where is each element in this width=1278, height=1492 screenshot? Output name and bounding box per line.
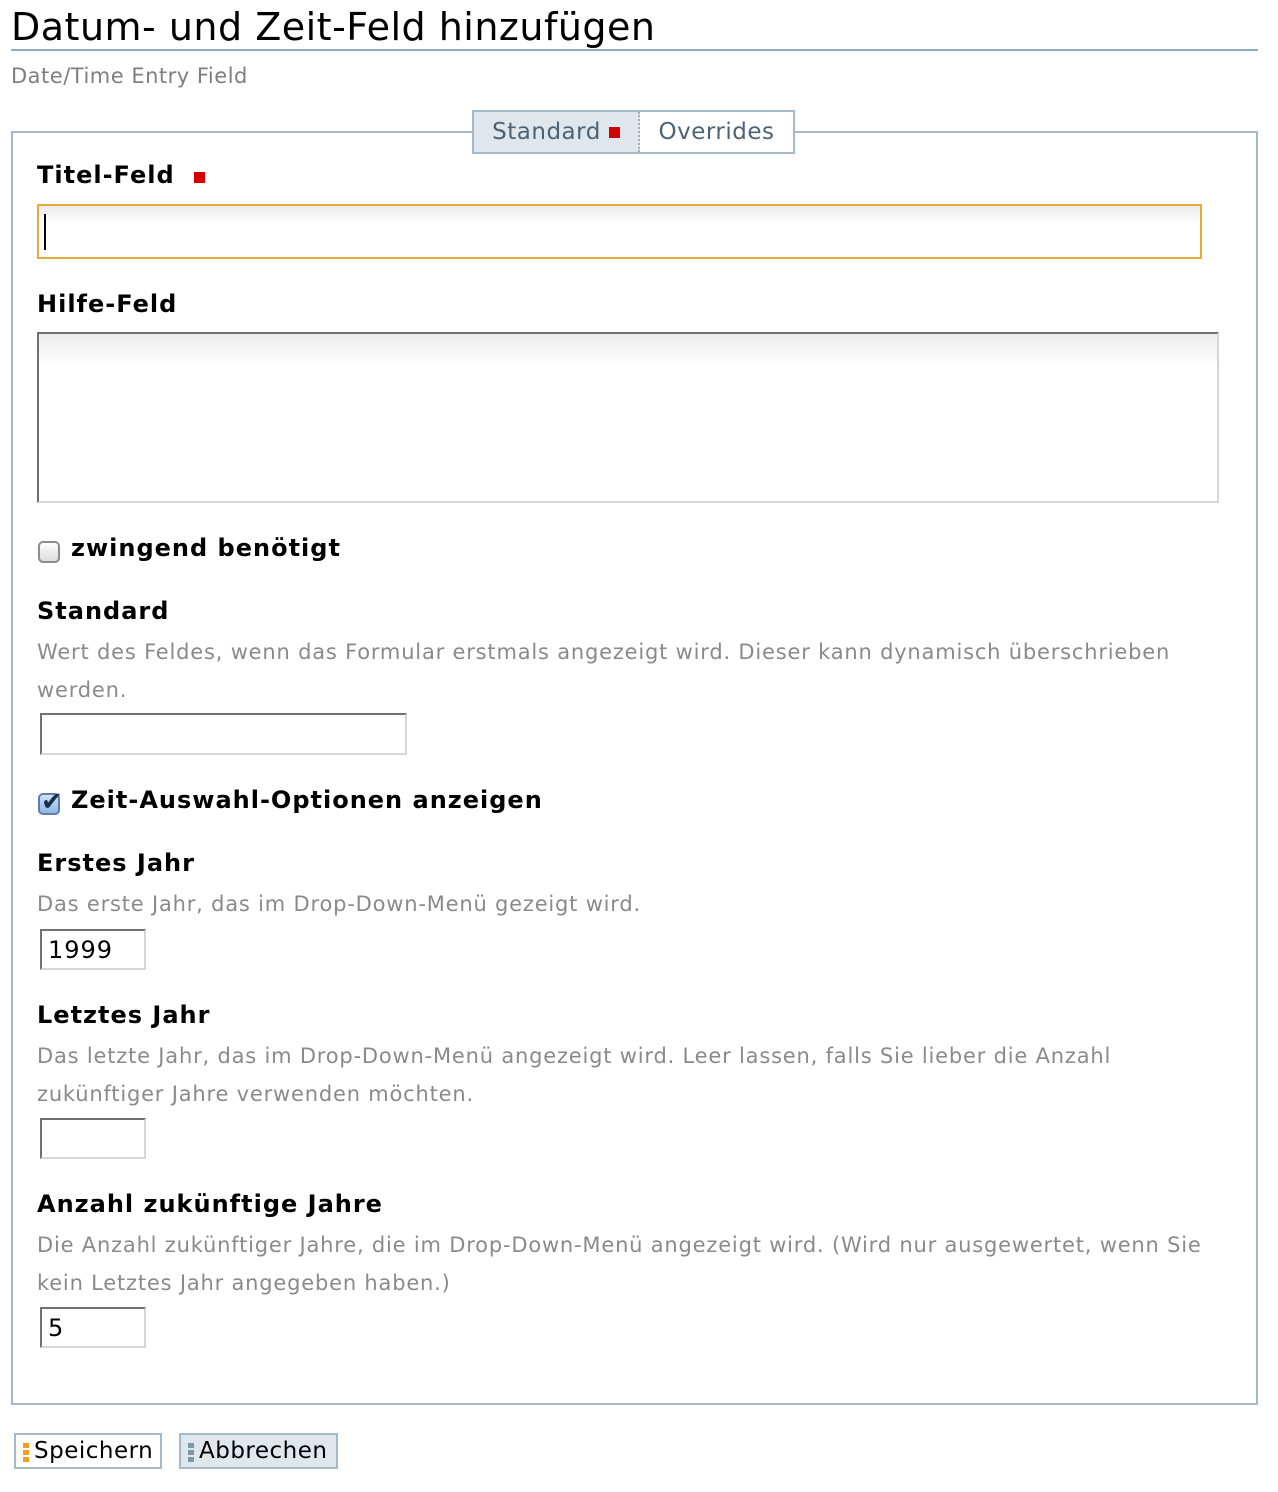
- last-year-label: Letztes Jahr: [37, 1001, 211, 1029]
- save-bullet-icon: [23, 1443, 29, 1461]
- last-year-help: Das letzte Jahr, das im Drop-Down-Menü angezeigt wird. Leer lassen, falls Sie lieber die Anzahl zukünftiger Jahre verwenden möchten.: [37, 1044, 1112, 1106]
- tab-bar: [472, 110, 795, 154]
- tab-overrides[interactable]: [640, 112, 793, 152]
- tab-standard[interactable]: [474, 112, 640, 152]
- page-title: Datum- und Zeit-Feld hinzufügen: [11, 5, 656, 49]
- future-years-help: Die Anzahl zukünftiger Jahre, die im Drop-Down-Menü angezeigt wird. (Wird nur ausgewertet, wenn Sie kein Letztes Jahr angegeben haben.): [37, 1233, 1202, 1295]
- required-checkbox-label[interactable]: zwingend benötigt: [71, 534, 341, 562]
- last-year-input[interactable]: [40, 1118, 146, 1159]
- show-time-checkbox-label[interactable]: Zeit-Auswahl-Optionen anzeigen: [71, 786, 543, 814]
- default-value-input[interactable]: [40, 713, 407, 755]
- first-year-input[interactable]: [40, 929, 146, 970]
- title-divider: [11, 49, 1258, 51]
- cancel-bullet-icon: [188, 1443, 194, 1461]
- first-year-help: Das erste Jahr, das im Drop-Down-Menü gezeigt wird.: [37, 892, 641, 916]
- default-field-help: Wert des Feldes, wenn das Formular erstmals angezeigt wird. Dieser kann dynamisch überschrieben werden.: [37, 640, 1171, 702]
- cancel-button-label: Abbrechen: [199, 1438, 328, 1464]
- help-textarea[interactable]: [37, 332, 1219, 503]
- checkmark-icon: ✔: [41, 787, 63, 817]
- title-input[interactable]: [37, 204, 1202, 259]
- text-caret: [44, 214, 46, 250]
- cancel-button[interactable]: [179, 1433, 338, 1469]
- tab-standard-label: Standard: [492, 119, 601, 145]
- required-checkbox[interactable]: [38, 541, 60, 563]
- required-marker-icon: [609, 127, 620, 138]
- save-button-label: Speichern: [34, 1438, 154, 1464]
- page-subtitle: Date/Time Entry Field: [11, 64, 248, 88]
- title-field-label: [37, 161, 205, 189]
- required-marker-icon: [194, 172, 205, 183]
- first-year-label: Erstes Jahr: [37, 849, 195, 877]
- future-years-input[interactable]: [40, 1307, 146, 1348]
- save-button[interactable]: [14, 1433, 162, 1469]
- show-time-checkbox[interactable]: [38, 787, 63, 817]
- future-years-label: Anzahl zukünftige Jahre: [37, 1190, 383, 1218]
- title-field-label-text: Titel-Feld: [37, 161, 175, 189]
- default-field-label: Standard: [37, 597, 170, 625]
- help-field-label: Hilfe-Feld: [37, 290, 178, 318]
- tab-overrides-label: Overrides: [658, 119, 775, 145]
